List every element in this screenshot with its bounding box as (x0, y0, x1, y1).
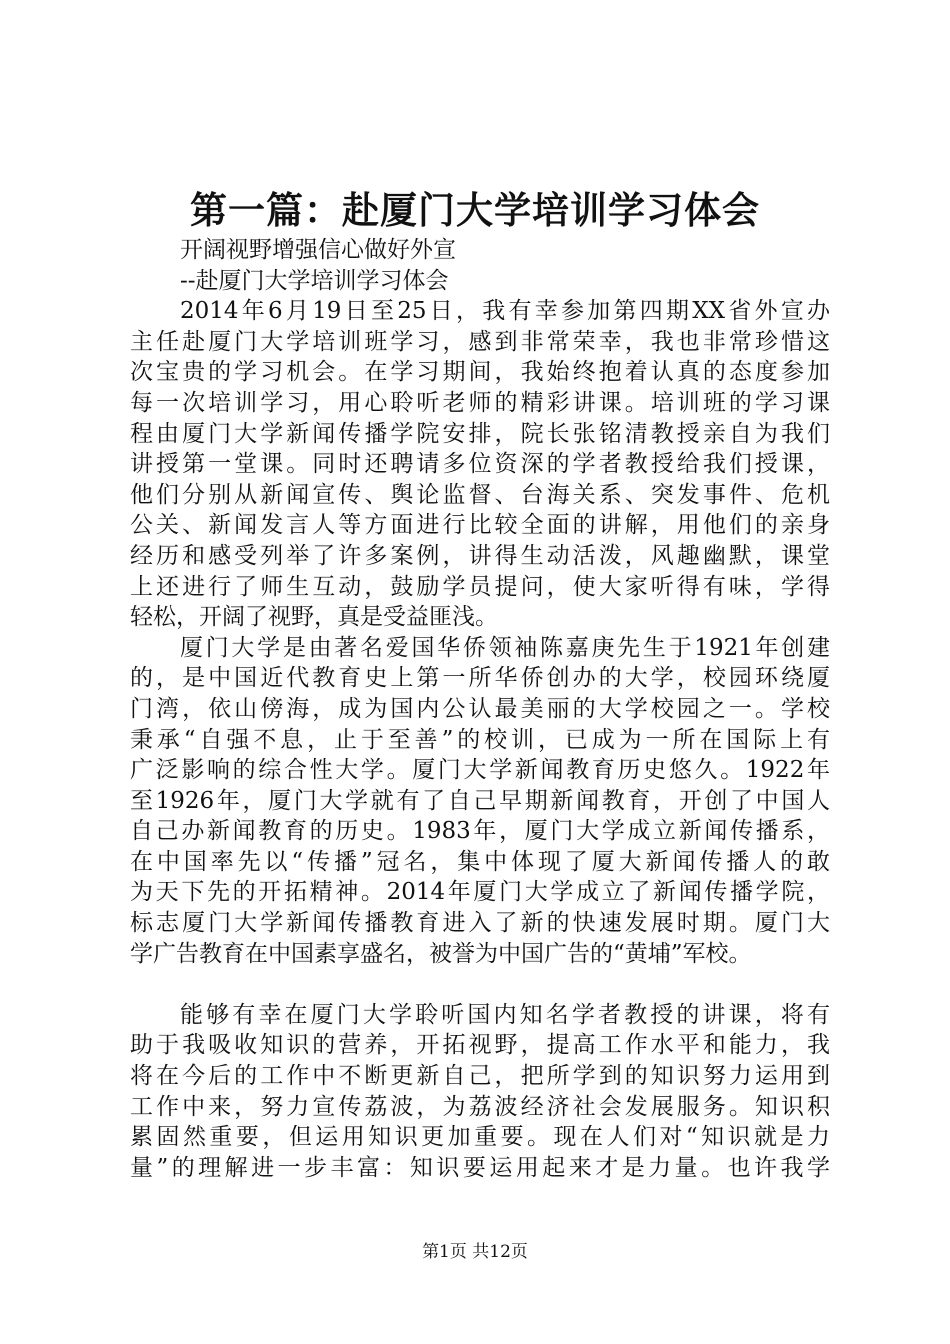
paragraph-line: 累固然重要，但运用知识更加重要。现在人们对“知识就是力 (130, 1124, 830, 1151)
subtitle-line: 开阔视野增强信心做好外宣 (180, 237, 456, 263)
paragraph-line: 量”的理解进一步丰富：知识要运用起来才是力量。也许我学 (130, 1154, 830, 1181)
paragraph-line: 每一次培训学习，用心聆听老师的精彩讲课。培训班的学习课 (130, 389, 830, 416)
blank-line (130, 969, 830, 1000)
paragraph-line: 为天下先的开拓精神。2014年厦门大学成立了新闻传播学院， (130, 879, 830, 906)
paragraph-line: 秉承“自强不息，止于至善”的校训，已成为一所在国际上有 (130, 726, 830, 753)
subtitle-line: --赴厦门大学培训学习体会 (180, 267, 449, 294)
paragraph-line: 2014年6月19日至25日，我有幸参加第四期XX省外宣办 (180, 298, 830, 325)
paragraph-line: 公关、新闻发言人等方面进行比较全面的讲解，用他们的亲身 (130, 512, 830, 539)
paragraph-line: 经历和感受列举了许多案例，讲得生动活泼，风趣幽默，课堂 (130, 542, 830, 569)
document-body (130, 235, 830, 1183)
paragraph-line: 能够有幸在厦门大学聆听国内知名学者教授的讲课，将有 (180, 1001, 830, 1028)
paragraph-line: 主任赴厦门大学培训班学习，感到非常荣幸，我也非常珍惜这 (130, 328, 830, 355)
paragraph-line: 学广告教育在中国素享盛名，被誉为中国广告的“黄埔”军校。 (130, 940, 752, 967)
paragraph-line: 厦门大学是由著名爱国华侨领袖陈嘉庚先生于1921年创建 (180, 634, 830, 661)
paragraph-line: 广泛影响的综合性大学。厦门大学新闻教育历史悠久。1922年 (130, 757, 830, 784)
paragraph-line: 轻松，开阔了视野，真是受益匪浅。 (130, 604, 498, 631)
paragraph-line: 上还进行了师生互动，鼓励学员提问，使大家听得有味，学得 (130, 573, 830, 600)
page-number-footer: 第1页 共12页 (422, 1242, 528, 1262)
paragraph-line: 自己办新闻教育的历史。1983年，厦门大学成立新闻传播系， (130, 818, 830, 845)
document-title: 第一篇：赴厦门大学培训学习体会 (190, 188, 760, 232)
paragraph-line: 程由厦门大学新闻传播学院安排，院长张铭清教授亲自为我们 (130, 420, 830, 447)
paragraph-line: 他们分别从新闻宣传、舆论监督、台海关系、突发事件、危机 (130, 481, 830, 508)
paragraph-line: 讲授第一堂课。同时还聘请多位资深的学者教授给我们授课， (130, 451, 830, 478)
paragraph-line: 助于我吸收知识的营养，开拓视野，提高工作水平和能力，我 (130, 1032, 830, 1059)
paragraph-line: 标志厦门大学新闻传播教育进入了新的快速发展时期。厦门大 (130, 910, 830, 937)
paragraph-line: 将在今后的工作中不断更新自己，把所学到的知识努力运用到 (130, 1063, 830, 1090)
paragraph-line: 次宝贵的学习机会。在学习期间，我始终抱着认真的态度参加 (130, 359, 830, 386)
paragraph-line: 在中国率先以“传播”冠名，集中体现了厦大新闻传播人的敢 (130, 848, 830, 875)
paragraph-line: 门湾，依山傍海，成为国内公认最美丽的大学校园之一。学校 (130, 695, 830, 722)
paragraph-line: 工作中来，努力宣传荔波，为荔波经济社会发展服务。知识积 (130, 1093, 830, 1120)
paragraph-line: 的，是中国近代教育史上第一所华侨创办的大学，校园环绕厦 (130, 665, 830, 692)
paragraph-line: 至1926年，厦门大学就有了自己早期新闻教育，开创了中国人 (130, 787, 830, 814)
